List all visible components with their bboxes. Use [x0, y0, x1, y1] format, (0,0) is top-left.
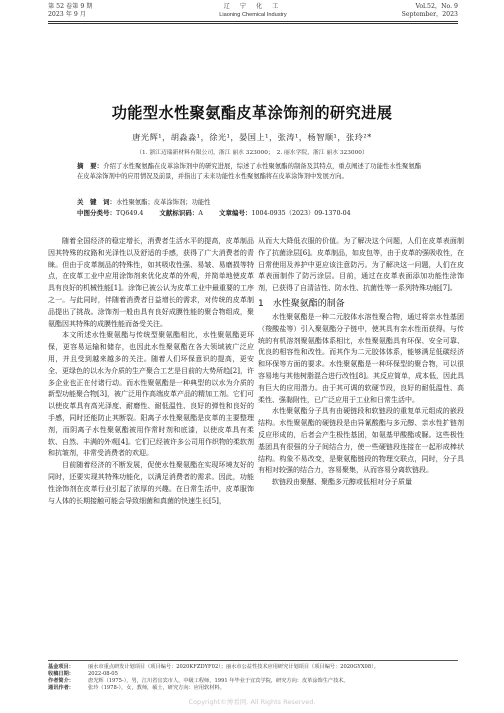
doc-code-label: 文献标识码： — [159, 209, 199, 217]
corresponding-label: 通讯作者： — [48, 685, 74, 691]
keywords-text: 水性聚氨酯；皮革涂饰剂；功能性 — [116, 199, 211, 206]
copyright-watermark: Copyright©博看网. All Rights Reserved. — [188, 698, 316, 706]
keywords-label: 关 键 词： — [77, 198, 116, 206]
paragraph: 水性聚氨酯分子具有由硬链段和软链段的重复单元组成的嵌段结构。水性聚氨酯的硬链段是由异氰酸酯与多元醇、亲水性扩链剂反应形成的，后者会产生极性基团，如氨基甲酸酯或脲。这些极性基团具有很强的分子间结合力，使一些硬链段连接在一起形成棒状结构。构象不易改变，是聚氨酯链段的物理交联点，同时，分子具有相对较强的结合力，容易聚集，从而容易分离软链段。 — [258, 407, 464, 475]
footnotes — [48, 660, 458, 692]
section-heading: 1 水性聚氨酯的制备 — [258, 298, 345, 309]
clc-label: 中图分类号： — [77, 209, 116, 217]
footnote-fund — [48, 664, 458, 671]
body-column-left — [48, 236, 254, 507]
paragraph: 本文所述水性聚氨酯与传统型聚氨酯相比，水性聚氨酯更环保，更容易运输和储存，也因此水性聚氨酯在各大领域被广泛应用，并且受到越来越多的关注。随着人们环保意识的提高，更安全、更绿色的以水为介质的生产聚合工艺是目前的大势所趋[2]，许多企业也正在付诸行动。而水性聚氨酯是一种典型的以水为介质的新型功能聚合物[3]，被广泛用作高端皮革产品的精加工剂。它们可以使皮革具有高光泽度、耐磨性、耐低温性、良好的弹性和良好的手感，同时还能防止其断裂。阳离子水性聚氨酯是皮革的主要整理剂，而阴离子水性聚氨酯被用作常时剂和底漆，以使皮革具有柔软、自然、丰满的外观[4]。它们已经被许多公司用作织物的柔软剂和抗皱剂，非常受消费者的欢迎。 — [48, 331, 254, 458]
abstract-label: 摘 要： — [77, 162, 104, 170]
received-label: 收稿日期： — [48, 671, 74, 677]
corresponding-text: 张玲（1978-），女，教师，硕士，研究方向：应用软材料。 — [88, 685, 225, 691]
header-right — [402, 3, 458, 19]
affiliation: （1. 浙江迈瑞新材料有限公司，浙江 丽水 323000； 2. 丽水学院，浙江 丽水 323000） — [136, 150, 368, 156]
paragraph: 随着全国经济的稳定增长，消费者生活水平的提高，皮革制品因其特殊的纹路和光泽性以及舒适的手感，获得了广大消费者的青睐。但由于皮革制品的特殊性，如其吸收性强、易皱、易磨损等特点，在皮革工业中应用涂饰剂来优化皮革的外观，并简单地使皮革具有良好的机械性能[1]。涂饰已被公认为皮革工业中最重要的工序之一。与此同时，伴随着消费者日益增长的需求，对传统的皮革制品提出了挑战。涂饰剂一般由具有良好成膜性能的聚合物组成，聚氨酯因其特殊的成膜性能而备受关注。 — [48, 237, 254, 328]
abstract-text: 介绍了水性聚氨酯在皮革涂饰剂中的研究进展，综述了水性聚氨酯的制备及其特点，重点阐述了功能性水性聚氨酯在皮革涂饰剂中的应用情况及前景，并指出了未来功能性水性聚氨酯将在皮革涂饰剂中发展方向。 — [77, 163, 422, 180]
doc-code-value: A — [198, 210, 203, 217]
received-text: 2022-08-05 — [88, 671, 118, 677]
paragraph: 软链段由聚醚、聚酯多元醇或低相对分子质量 — [272, 478, 412, 487]
journal-header — [48, 0, 458, 26]
header-rule — [48, 21, 458, 24]
volume-issue: 第 52 卷第 9 期 — [48, 3, 93, 10]
article-meta — [77, 208, 421, 219]
issue-date: 2023 年 9 月 — [48, 11, 86, 18]
article-id-value: 1004-0935（2023）09-1370-04 — [251, 210, 351, 217]
author-bio-text: 唐光辉（1975-），男，江川省宜宾市人，中级工程师，1991 年毕业于宜宾学院，研究方向：皮革涂饰生产技术。 — [88, 678, 349, 684]
fund-label: 基金项目： — [48, 664, 74, 670]
journal-name: 辽 宁 化 工 — [223, 3, 283, 10]
author-list: 唐光辉¹，胡淼淼¹，徐光¹，晏国上¹，张涛¹，杨智顺¹，张玲²* — [132, 132, 372, 142]
fund-text: 丽水市重点研发计划项目（项目编号：2020KFZDYF02）；丽水市公益性技术应用研究计划项目（项目编号：2020GYX08）。 — [88, 664, 379, 670]
paragraph: 从而大大降低衣服的价值。为了解决这个问题，人们在皮革表面制作了抗菌涂层[6]。皮革制品，如皮包等，由于皮革的强吸收性，在日常使用及养护中更应该注意防污。为了解决这一问题，人们在皮革表面制作了防污涂层。目前，通过在皮革表面添加功能性涂饰剂，已获得了自清洁性、防水性、抗菌性等一系列特殊功能[7]。 — [258, 237, 464, 293]
issue-date-en: September，2023 — [401, 11, 458, 18]
article-title: 功能型水性聚氨酯皮革涂饰剂的研究进展 — [111, 104, 393, 122]
body-column-right — [258, 236, 464, 489]
abstract — [77, 161, 421, 182]
journal-name-en: Liaoning Chemical Industry — [219, 12, 287, 18]
clc-value: TQ649.4 — [116, 210, 144, 217]
footnote-corresponding — [48, 685, 458, 692]
footnote-author — [48, 678, 458, 685]
author-bio-label: 作者简介： — [48, 678, 74, 684]
footnote-received — [48, 671, 458, 678]
paragraph: 目前随着经济的不断发展，促使水性聚氨酯在实现环境友好的同时，还要实现其特殊功能化，以满足消费者的需求。因此，功能性涂饰剂在皮革行业引起了浓厚的兴趣。在日常生活中，皮革服饰与人体的长期接触可能会导致细菌和真菌的快速生长[5]， — [48, 461, 254, 505]
paragraph: 水性聚氨酯是一种二元胶体水溶性聚合物，通过将亲水性基团（羧酸盐等）引入聚氨酯分子链中，使其具有亲水性而获得。与传统的有机溶剂聚氨酯体系相比，水性聚氨酯具有环保、安全可靠、优良的相容性和改性。而其作为二元胶体体系，能够满足低碳经济和环保等方面的要求。水性聚氨酯是一种环保型的聚合物，可以很容易地与其他树脂混合进行改性[8]。其反应简单，成本低，因此具有巨大的应用潜力。由于其可调的软硬节段，良好的耐低温性、高柔性、强黏附性，已广泛应用于工业和日常生活中。 — [258, 312, 464, 404]
volume-issue-en: Vol.52，No. 9 — [415, 3, 458, 10]
article-id-label: 文章编号： — [218, 209, 252, 217]
keywords — [77, 197, 421, 208]
